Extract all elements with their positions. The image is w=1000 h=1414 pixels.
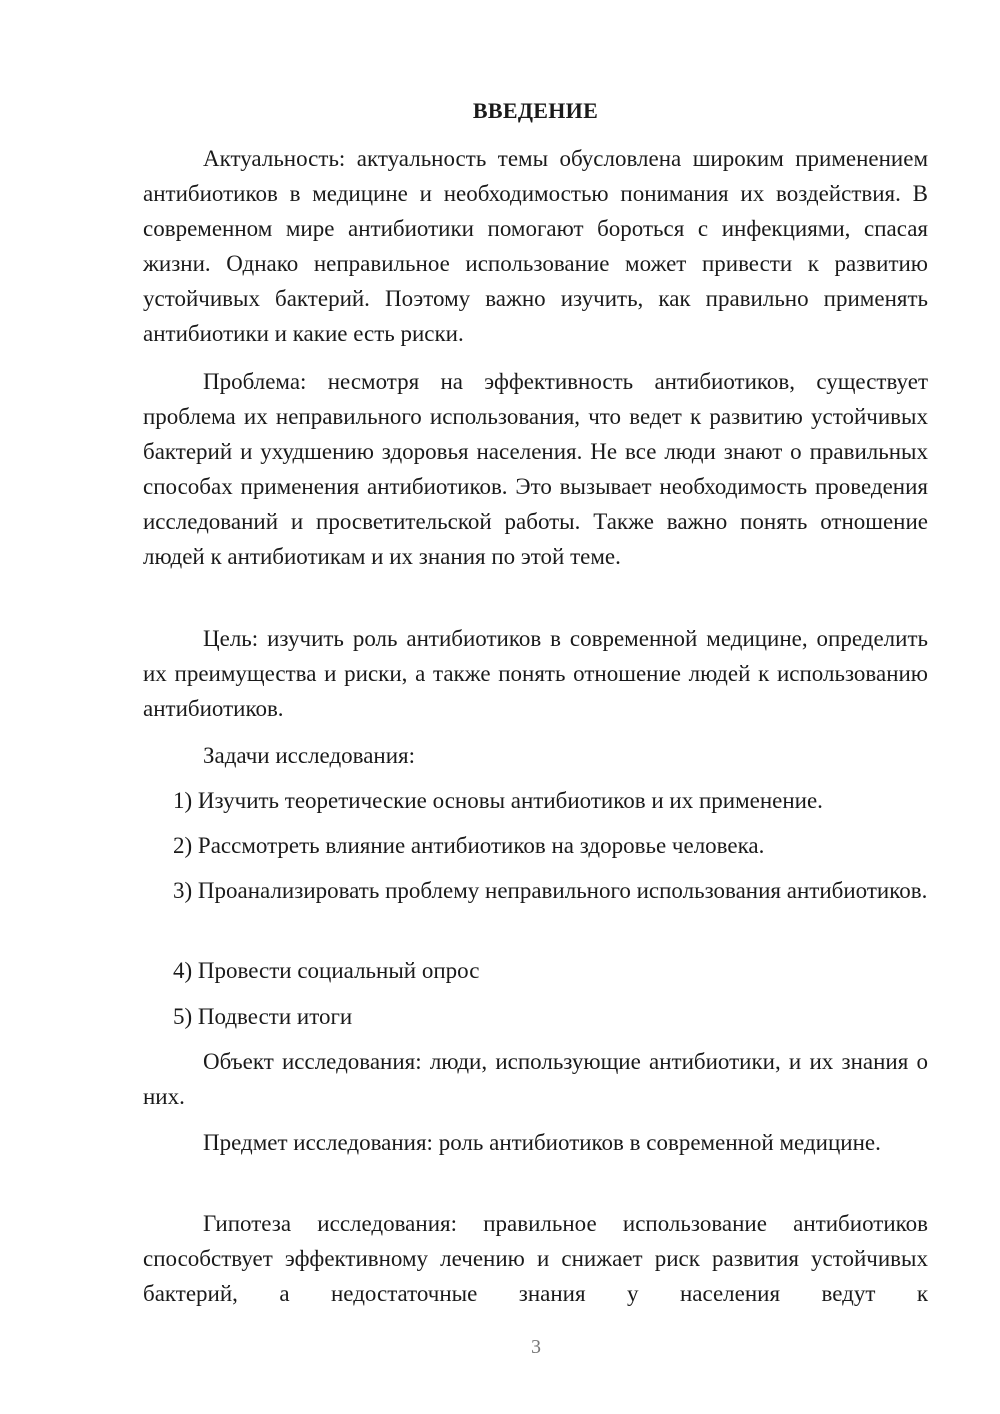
paragraph-subject: Предмет исследования: роль антибиотиков в современной медицине. bbox=[203, 1130, 881, 1155]
task-item-3: 3) Проанализировать проблему неправильного использования антибиотиков. bbox=[173, 878, 928, 903]
tasks-title: Задачи исследования: bbox=[203, 743, 416, 768]
task-item-4: 4) Провести социальный опрос bbox=[173, 958, 480, 983]
paragraph-goal: Цель: изучить роль антибиотиков в современной медицине, определить их преимущества и риски, а также понять отношение людей к использованию антибиотиков. bbox=[143, 626, 928, 721]
paragraph-relevance: Актуальность: актуальность темы обусловлена широким применением антибиотиков в медицине и необходимостью понимания их воздействия. В современном мире антибиотики помогают бороться с инфекциями, спасая жизни. Однако неправильное использование может привести к развитию устойчивых бактерий. Поэтому важно изучить, как правильно применять антибиотики и какие есть риски. bbox=[143, 146, 928, 346]
paragraph-problem: Проблема: несмотря на эффективность антибиотиков, существует проблема их неправильного использования, что ведет к развитию устойчивых бактерий и ухудшению здоровья населения. Не все люди знают о правильных способах применения антибиотиков. Это вызывает необходимость проведения исследований и просветительской работы. Также важно понять отношение людей к антибиотикам и их знания по этой теме. bbox=[143, 369, 928, 569]
task-item-2: 2) Рассмотреть влияние антибиотиков на здоровье человека. bbox=[173, 833, 765, 858]
paragraph-hypothesis: Гипотеза исследования: правильное использование антибиотиков способствует эффективному лечению и снижает риск развития устойчивых бактерий, а недостаточные знания у населения ведут к bbox=[143, 1211, 928, 1306]
task-item-5: 5) Подвести итоги bbox=[173, 1004, 353, 1029]
task-item-1: 1) Изучить теоретические основы антибиотиков и их применение. bbox=[173, 788, 823, 813]
page-number: 3 bbox=[531, 1336, 541, 1358]
section-heading: ВВЕДЕНИЕ bbox=[472, 98, 599, 123]
paragraph-object: Объект исследования: люди, использующие антибиотики, и их знания о них. bbox=[143, 1049, 928, 1109]
